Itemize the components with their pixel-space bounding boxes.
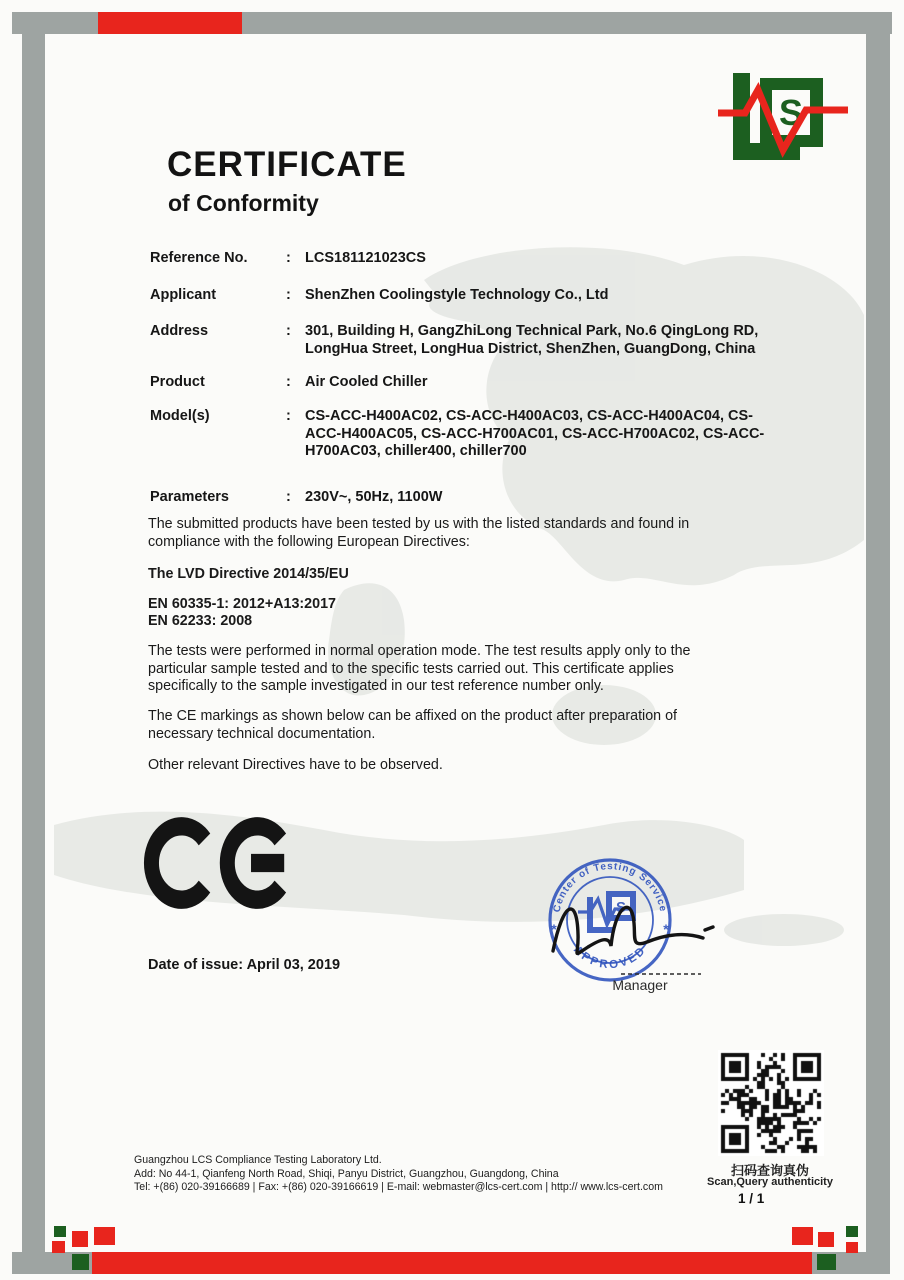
field-row-applicant: [150, 287, 800, 307]
stamp-star-right: *: [663, 921, 669, 937]
stamp-lcs-logo-icon: [578, 891, 636, 930]
field-row-parameters: [150, 489, 800, 509]
field-row-reference: [150, 250, 800, 270]
field-value: CS-ACC-H400AC02, CS-ACC-H400AC03, CS-ACC-H400AC04, CS-ACC-H400AC05, CS-ACC-H700AC01, CS-ACC-H700AC02, CS-ACC-H700AC03, chiller400, chiller700: [305, 408, 765, 459]
field-label: Reference No.: [150, 250, 248, 266]
border-top-right-segment: [242, 12, 892, 34]
border-right: [866, 12, 890, 1274]
field-value: 301, Building H, GangZhiLong Technical Park, No.6 QingLong RD, LongHua Street, LongHua District, ShenZhen, GuangDong, China: [305, 323, 759, 357]
scan-text-english: Scan,Query authenticity: [707, 1176, 833, 1188]
certificate-subtitle: of Conformity: [168, 190, 319, 216]
field-value: LCS181121023CS: [305, 250, 426, 266]
signer-title: Manager: [612, 977, 668, 993]
svg-text:S: S: [615, 899, 627, 916]
border-bottom-red-segment: [92, 1252, 812, 1274]
svg-text:APPROVED: [571, 944, 649, 972]
field-row-product: [150, 374, 800, 394]
deco-square-red-small-left: [52, 1241, 65, 1253]
field-colon: :: [286, 287, 291, 303]
footer-lab-info: [134, 1154, 700, 1195]
field-colon: :: [286, 323, 291, 339]
paragraph-ce-markings: The CE markings as shown below can be affixed on the product after preparation of necessary technical documentation.: [148, 708, 678, 742]
lcs-logo-letter: S: [778, 92, 804, 133]
stamp-star-left: *: [551, 921, 557, 937]
certificate-title: CERTIFICATE: [167, 145, 407, 184]
deco-square-green-band-left: [72, 1254, 89, 1270]
deco-square-green-small-right: [846, 1226, 858, 1237]
deco-square-red-large-right: [792, 1227, 813, 1245]
deco-square-green-small-left: [54, 1226, 66, 1237]
standard-line-1: EN 60335-1: 2012+A13:2017: [148, 596, 336, 612]
deco-square-green-band-right: [817, 1254, 836, 1270]
deco-square-red-medium-right: [818, 1232, 834, 1247]
stamp-approved-text: APPROVED: [570, 943, 650, 972]
deco-square-red-small-right: [846, 1242, 858, 1253]
footer-contact: Tel: +(86) 020-39166689 | Fax: +(86) 020-39166619 | E-mail: webmaster@lcs-cert.com | http:// www.lcs-cert.com: [134, 1181, 663, 1194]
field-label: Model(s): [150, 408, 210, 424]
standard-line-2: EN 62233: 2008: [148, 613, 253, 629]
page-number: 1 / 1: [738, 1191, 765, 1206]
field-colon: :: [286, 250, 291, 266]
deco-square-red-large-left: [94, 1227, 115, 1245]
field-value: ShenZhen Coolingstyle Technology Co., Ltd: [305, 287, 609, 303]
paragraph-tests: The tests were performed in normal operation mode. The test results apply only to the particular sample tested and to the specific tests carried out. This certificate applies specifically to the sample investigated in our test reference number only.: [148, 643, 691, 694]
scan-text-chinese: 扫码查询真伪: [730, 1163, 809, 1178]
field-label: Address: [150, 323, 209, 339]
lcs-logo-icon: [712, 66, 852, 171]
field-row-address: [150, 323, 800, 357]
field-value: Air Cooled Chiller: [305, 374, 428, 390]
border-top-red-segment: [98, 12, 242, 34]
field-row-models: [150, 408, 800, 459]
ce-mark-icon: [142, 806, 300, 920]
field-label: Product: [150, 374, 205, 390]
field-colon: :: [286, 489, 291, 505]
footer-address: Add: No 44-1, Qianfeng North Road, Shiqi, Panyu District, Guangzhou, Guangdong, China: [134, 1167, 559, 1180]
field-colon: :: [286, 374, 291, 390]
field-label: Applicant: [150, 287, 217, 303]
border-left: [22, 12, 45, 1274]
paragraph-other-directives: Other relevant Directives have to be observed.: [148, 757, 443, 773]
field-label: Parameters: [150, 489, 229, 505]
field-value: 230V~, 50Hz, 1100W: [305, 489, 443, 505]
date-of-issue: Date of issue: April 03, 2019: [148, 957, 341, 973]
field-colon: :: [286, 408, 291, 424]
deco-square-red-medium-left: [72, 1231, 88, 1247]
qr-code: [718, 1050, 824, 1156]
stamp-ring-text: Center of Testing Service: [551, 861, 669, 914]
paragraph-intro: The submitted products have been tested by us with the listed standards and found in compliance with the following European Directives:: [148, 516, 690, 550]
footer-company: Guangzhou LCS Compliance Testing Laboratory Ltd.: [134, 1154, 382, 1166]
directive-line: The LVD Directive 2014/35/EU: [148, 566, 349, 582]
